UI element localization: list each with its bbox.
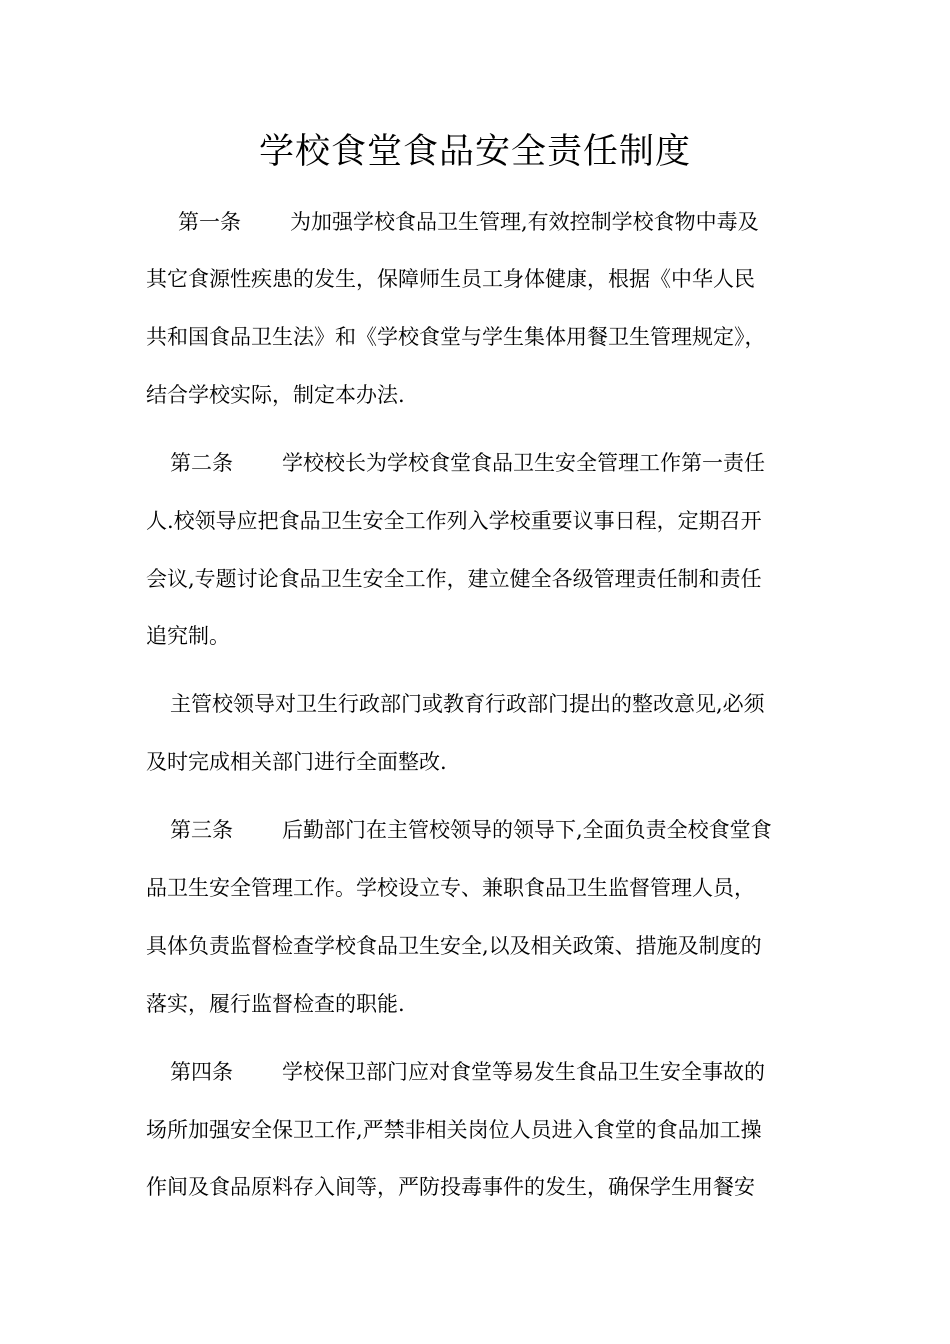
article-2-line-4: 追究制。 [146,624,230,648]
paragraph-line-2: 及时完成相关部门进行全面整改. [146,750,447,774]
article-3-number: 第三条 [170,818,233,842]
paragraph-line-1: 主管校领导对卫生行政部门或教育行政部门提出的整改意见,必须 [170,692,765,716]
article-4-text: 学校保卫部门应对食堂等易发生食品卫生安全事故的 [282,1060,765,1084]
article-3-line-2: 品卫生安全管理工作。学校设立专、兼职食品卫生监督管理人员， [146,876,755,900]
article-1-line-3: 共和国食品卫生法》和《学校食堂与学生集体用餐卫生管理规定》， [146,325,766,349]
article-2-line-1 [170,448,765,478]
article-4-line-3: 作间及食品原料存入间等，严防投毒事件的发生，确保学生用餐安 [146,1175,755,1199]
article-2-number: 第二条 [170,451,233,475]
article-1-text: 为加强学校食品卫生管理,有效控制学校食物中毒及 [290,210,759,234]
article-3-line-1 [170,815,772,845]
article-1-line-4: 结合学校实际，制定本办法. [146,383,405,407]
article-4-number: 第四条 [170,1060,233,1084]
article-4-line-1 [170,1057,765,1087]
document-title: 学校食堂食品安全责任制度 [258,132,691,172]
article-4-line-2: 场所加强安全保卫工作,严禁非相关岗位人员进入食堂的食品加工操 [146,1118,762,1142]
article-2-text: 学校校长为学校食堂食品卫生安全管理工作第一责任 [282,451,765,475]
article-3-line-3: 具体负责监督检查学校食品卫生安全,以及相关政策、措施及制度的 [146,934,762,958]
article-3-line-4: 落实，履行监督检查的职能. [146,992,405,1016]
article-3-text: 后勤部门在主管校领导的领导下,全面负责全校食堂食 [282,818,772,842]
article-1-line-2: 其它食源性疾患的发生，保障师生员工身体健康，根据《中华人民 [146,267,755,291]
article-2-line-2: 人.校领导应把食品卫生安全工作列入学校重要议事日程，定期召开 [146,509,762,533]
article-1-line-1 [178,207,759,237]
article-1-number: 第一条 [178,210,241,234]
article-2-line-3: 会议,专题讨论食品卫生安全工作，建立健全各级管理责任制和责任 [146,567,762,591]
